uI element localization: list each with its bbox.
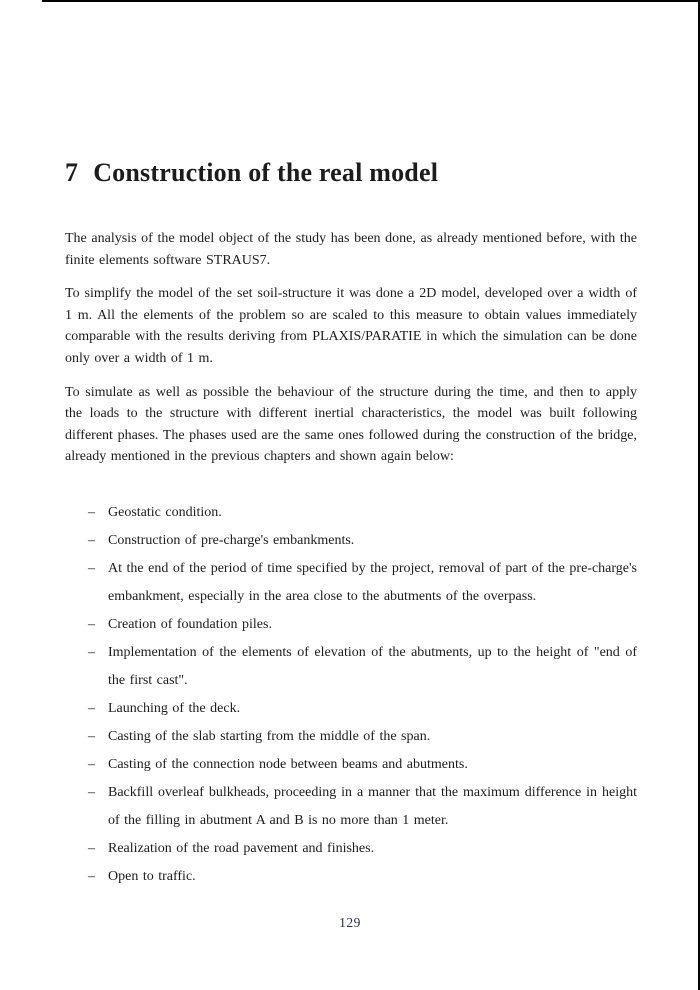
list-item-text: Casting of the slab starting from the middle of the span. <box>108 728 431 744</box>
list-item-text: Construction of pre-charge's embankments. <box>108 532 355 548</box>
list-item-text: Backfill overleaf bulkheads, proceeding in a manner that the maximum difference in height of the filling in abutment A and B is no more than 1 meter. <box>108 784 637 828</box>
dash-bullet: – <box>88 504 95 520</box>
list-item-text: Geostatic condition. <box>108 504 222 520</box>
dash-bullet: – <box>88 756 95 772</box>
phases-list <box>65 499 637 891</box>
list-item <box>65 723 637 751</box>
list-item-text: Launching of the deck. <box>108 700 241 716</box>
list-item-text: Casting of the connection node between beams and abutments. <box>108 756 468 772</box>
list-item <box>65 751 637 779</box>
page-content <box>65 0 637 891</box>
chapter-number: 7 <box>65 158 79 187</box>
dash-bullet: – <box>88 560 95 576</box>
list-item <box>65 695 637 723</box>
body-paragraphs <box>65 228 637 468</box>
list-item-text: Implementation of the elements of elevation of the abutments, up to the height of "end of the first cast". <box>108 644 637 688</box>
list-item-text: Realization of the road pavement and finishes. <box>108 840 375 856</box>
chapter-heading <box>65 158 637 188</box>
list-item <box>65 499 637 527</box>
list-item <box>65 779 637 835</box>
dash-bullet: – <box>88 644 95 660</box>
list-item <box>65 639 637 695</box>
dash-bullet: – <box>88 784 95 800</box>
page-footer <box>0 914 700 932</box>
dash-bullet: – <box>88 868 95 884</box>
dash-bullet: – <box>88 616 95 632</box>
list-item <box>65 527 637 555</box>
paragraph: To simplify the model of the set soil-structure it was done a 2D model, developed over a width of 1 m. All the elements of the problem so are scaled to this measure to obtain values immediately comparable with the results deriving from PLAXIS/PARATIE in which the simulation can be done only over a width of 1 m. <box>65 286 637 366</box>
chapter-title: Construction of the real model <box>93 158 439 187</box>
paragraph: The analysis of the model object of the study has been done, as already mentioned before, with the finite elements software STRAUS7. <box>65 231 637 268</box>
list-item-text: Open to traffic. <box>108 868 196 884</box>
list-item-text: Creation of foundation piles. <box>108 616 272 632</box>
list-item <box>65 863 637 891</box>
list-item-text: At the end of the period of time specified by the project, removal of part of the pre-charge's embankment, especially in the area close to the abutments of the overpass. <box>108 560 637 604</box>
dash-bullet: – <box>88 532 95 548</box>
page-number: 129 <box>339 915 361 930</box>
list-item <box>65 611 637 639</box>
dash-bullet: – <box>88 728 95 744</box>
list-item <box>65 555 637 611</box>
dash-bullet: – <box>88 840 95 856</box>
paragraph: To simulate as well as possible the behaviour of the structure during the time, and then to apply the loads to the structure with different inertial characteristics, the model was built following different phases. The phases used are the same ones followed during the construction of the bridge, already mentioned in the previous chapters and shown again below: <box>65 384 637 465</box>
dash-bullet: – <box>88 700 95 716</box>
list-item <box>65 835 637 863</box>
